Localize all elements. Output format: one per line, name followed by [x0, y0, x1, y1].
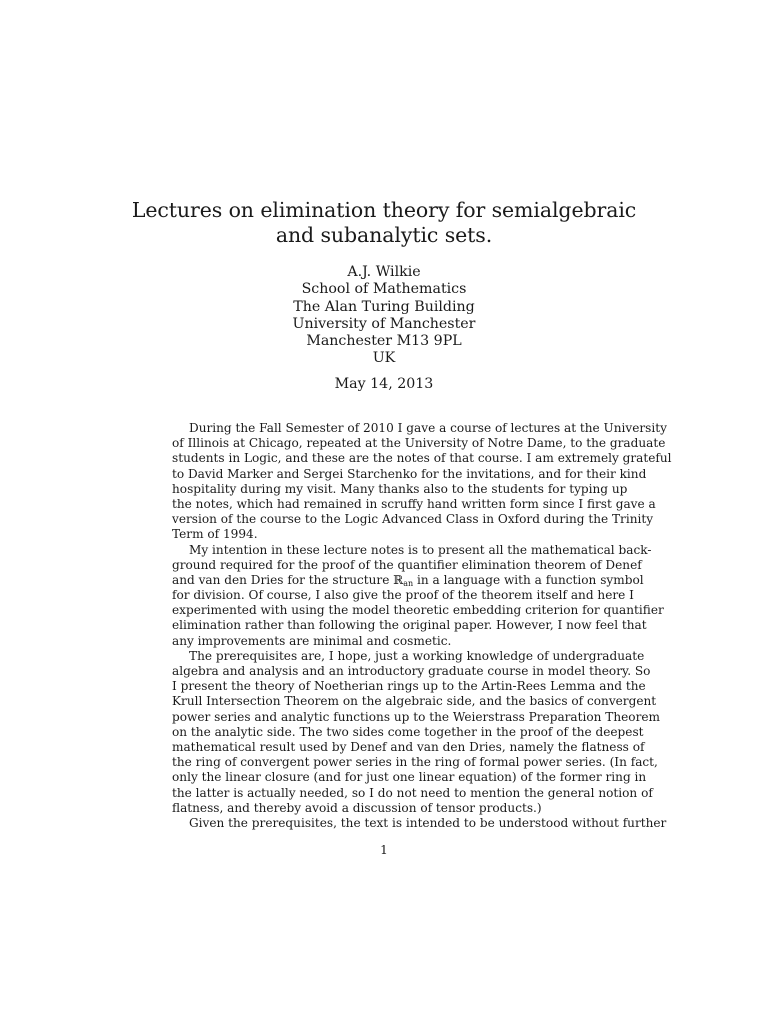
text-line: During the Fall Semester of 2010 I gave a course of lectures at the University — [189, 421, 667, 435]
text-line: and van den Dries for the structure ℝ$_{an}$ in a language with a function symbol — [172, 572, 644, 588]
affiliation-line: Manchester M13 9PL — [306, 333, 462, 350]
paragraph — [172, 648, 660, 816]
title-line-2: and subanalytic sets. — [275, 223, 493, 247]
text-line: the notes, which had remained in scruffy hand written form since I first gave a — [172, 496, 656, 511]
text-line: of Illinois at Chicago, repeated at the University of Notre Dame, to the graduate — [172, 436, 666, 451]
text-line: Given the prerequisites, the text is intended to be understood without further — [189, 815, 667, 830]
text-line: to David Marker and Sergei Starchenko for the invitations, and for their kind — [172, 466, 647, 481]
page-number: 1 — [380, 843, 388, 857]
paper-title — [120, 198, 648, 248]
text-line: mathematical result used by Denef and van den Dries, namely the flatness of — [172, 739, 645, 754]
text-line: flatness, and thereby avoid a discussion of tensor products.) — [172, 800, 542, 815]
paragraph — [172, 815, 667, 831]
text-line: ground required for the proof of the quantifier elimination theorem of Denef — [172, 557, 642, 572]
paragraph — [172, 542, 664, 649]
text-line: I present the theory of Noetherian rings up to the Artin-Rees Lemma and the — [172, 679, 646, 694]
affiliation-line: University of Manchester — [292, 315, 476, 332]
text-line: the latter is actually needed, so I do not need to mention the general notion of — [172, 785, 653, 800]
paper-date: May 14, 2013 — [334, 376, 434, 392]
title-line-1: Lectures on elimination theory for semialgebraic — [131, 198, 637, 222]
affiliation-line: School of Mathematics — [301, 281, 467, 298]
text-line: Term of 1994. — [172, 527, 258, 542]
text-line: version of the course to the Logic Advanced Class in Oxford during the Trinity — [172, 512, 654, 527]
text-line: any improvements are minimal and cosmetic. — [172, 633, 452, 648]
author-block — [200, 264, 568, 368]
text-line: My intention in these lecture notes is to present all the mathematical back- — [189, 542, 652, 557]
text-line: elimination rather than following the original paper. However, I now feel that — [172, 618, 647, 633]
affiliation-line: UK — [372, 350, 396, 367]
text-line: for division. Of course, I also give the proof of the theorem itself and here I — [172, 588, 634, 603]
text-line: experimented with using the model theoretic embedding criterion for quantifier — [172, 603, 664, 618]
text-line: power series and analytic functions up to the Weierstrass Preparation Theorem — [172, 709, 660, 724]
text-line: Krull Intersection Theorem on the algebraic side, and the basics of convergent — [172, 694, 657, 709]
author-name: A.J. Wilkie — [347, 264, 421, 280]
text-line: only the linear closure (and for just one linear equation) of the former ring in — [172, 770, 647, 785]
paragraph — [172, 421, 672, 543]
text-line: algebra and analysis and an introductory graduate course in model theory. So — [172, 664, 651, 678]
text-line: The prerequisites are, I hope, just a working knowledge of undergraduate — [189, 648, 645, 663]
text-line: the ring of convergent power series in the ring of formal power series. (In fact, — [172, 755, 658, 770]
text-line: hospitality during my visit. Many thanks also to the students for typing up — [172, 481, 628, 496]
text-line: students in Logic, and these are the notes of that course. I am extremely grateful — [172, 451, 672, 466]
affiliation-line: The Alan Turing Building — [293, 298, 475, 315]
text-line: on the analytic side. The two sides come together in the proof of the deepest — [172, 724, 644, 739]
body-text — [172, 421, 672, 831]
